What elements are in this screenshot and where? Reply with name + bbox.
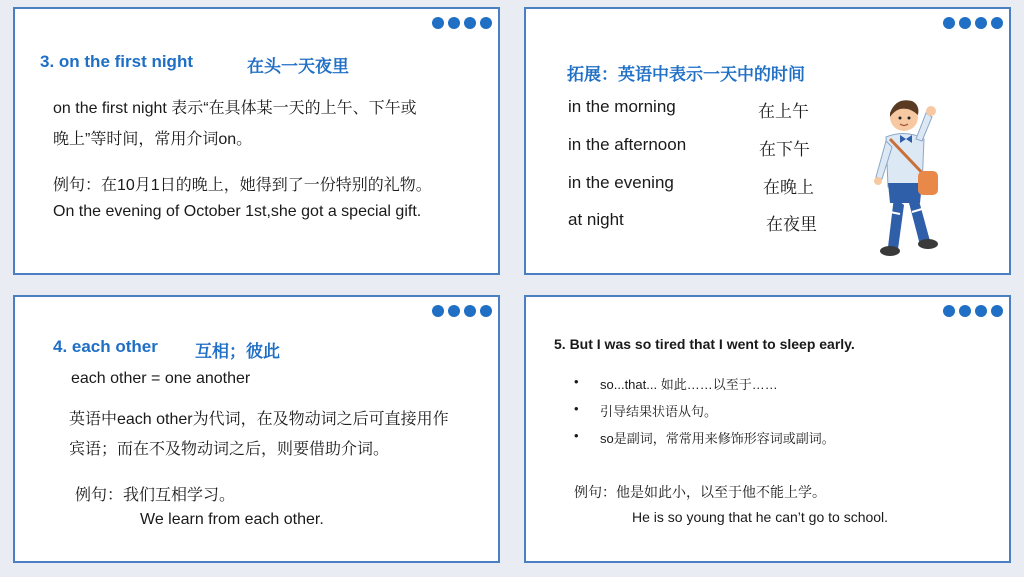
dot-icon bbox=[959, 305, 971, 317]
heading-zh: 互相；彼此 bbox=[195, 342, 280, 361]
explanation-line-2: 宾语；而在不及物动词之后，则要借助介词。 bbox=[69, 441, 390, 458]
dot-icon bbox=[943, 305, 955, 317]
example-zh: 例句：我们互相学习。 bbox=[75, 487, 236, 504]
decorative-dots bbox=[943, 17, 1003, 29]
example-en: We learn from each other. bbox=[140, 511, 324, 528]
equation-text: each other = one another bbox=[71, 370, 251, 387]
dot-icon bbox=[943, 17, 955, 29]
dot-icon bbox=[480, 17, 492, 29]
explanation-line-1: on the first night 表示“在具体某一天的上午、下午或 bbox=[53, 100, 417, 117]
decorative-dots bbox=[432, 17, 492, 29]
dot-icon bbox=[975, 305, 987, 317]
dot-icon bbox=[991, 305, 1003, 317]
phrase-zh: 在下午 bbox=[759, 140, 810, 159]
dot-icon bbox=[464, 305, 476, 317]
decorative-dots bbox=[943, 305, 1003, 317]
explanation-line-2: 晚上”等时间，常用介词on。 bbox=[53, 131, 253, 148]
dot-icon bbox=[432, 305, 444, 317]
bullet-dot-icon: • bbox=[574, 401, 579, 416]
phrase-en: in the afternoon bbox=[568, 135, 687, 154]
decorative-dots bbox=[432, 305, 492, 317]
explanation-line-1: 英语中each other为代词，在及物动词之后可直接用作 bbox=[69, 411, 449, 428]
dot-icon bbox=[464, 17, 476, 29]
example-zh: 例句：他是如此小，以至于他不能上学。 bbox=[574, 484, 826, 500]
heading-en: 3. on the first night bbox=[40, 52, 193, 71]
bullet-text: 引导结果状语从句。 bbox=[600, 404, 718, 419]
dot-icon bbox=[448, 305, 460, 317]
dot-icon bbox=[975, 17, 987, 29]
example-en: He is so young that he can’t go to school. bbox=[632, 509, 889, 525]
bullet-text: so是副词，常常用来修饰形容词或副词。 bbox=[600, 431, 835, 446]
phrase-zh: 在上午 bbox=[758, 102, 809, 121]
bullet-dot-icon: • bbox=[574, 428, 579, 443]
dot-icon bbox=[991, 17, 1003, 29]
dot-icon bbox=[432, 17, 444, 29]
card-each-other bbox=[13, 295, 500, 563]
card-so-that bbox=[524, 295, 1011, 563]
bullet-dot-icon: • bbox=[574, 374, 579, 389]
phrase-zh: 在夜里 bbox=[766, 215, 817, 234]
example-zh: 例句：在10月1日的晚上，她得到了一份特别的礼物。 bbox=[53, 177, 432, 194]
phrase-en: in the morning bbox=[568, 97, 676, 116]
extension-heading: 拓展：英语中表示一天中的时间 bbox=[567, 65, 805, 84]
card-times-of-day bbox=[524, 7, 1011, 275]
example-en: On the evening of October 1st,she got a special gift. bbox=[53, 203, 422, 220]
student-illustration bbox=[866, 87, 946, 262]
sentence-heading: 5. But I was so tired that I went to sleep early. bbox=[554, 336, 855, 352]
dot-icon bbox=[448, 17, 460, 29]
phrase-zh: 在晚上 bbox=[763, 178, 814, 197]
heading-zh: 在头一天夜里 bbox=[247, 57, 349, 76]
phrase-en: at night bbox=[568, 210, 624, 229]
card-on-the-first-night bbox=[13, 7, 500, 275]
bullet-text: so...that... 如此……以至于…… bbox=[600, 377, 778, 392]
dot-icon bbox=[959, 17, 971, 29]
phrase-en: in the evening bbox=[568, 173, 674, 192]
dot-icon bbox=[480, 305, 492, 317]
heading-en: 4. each other bbox=[53, 337, 158, 356]
